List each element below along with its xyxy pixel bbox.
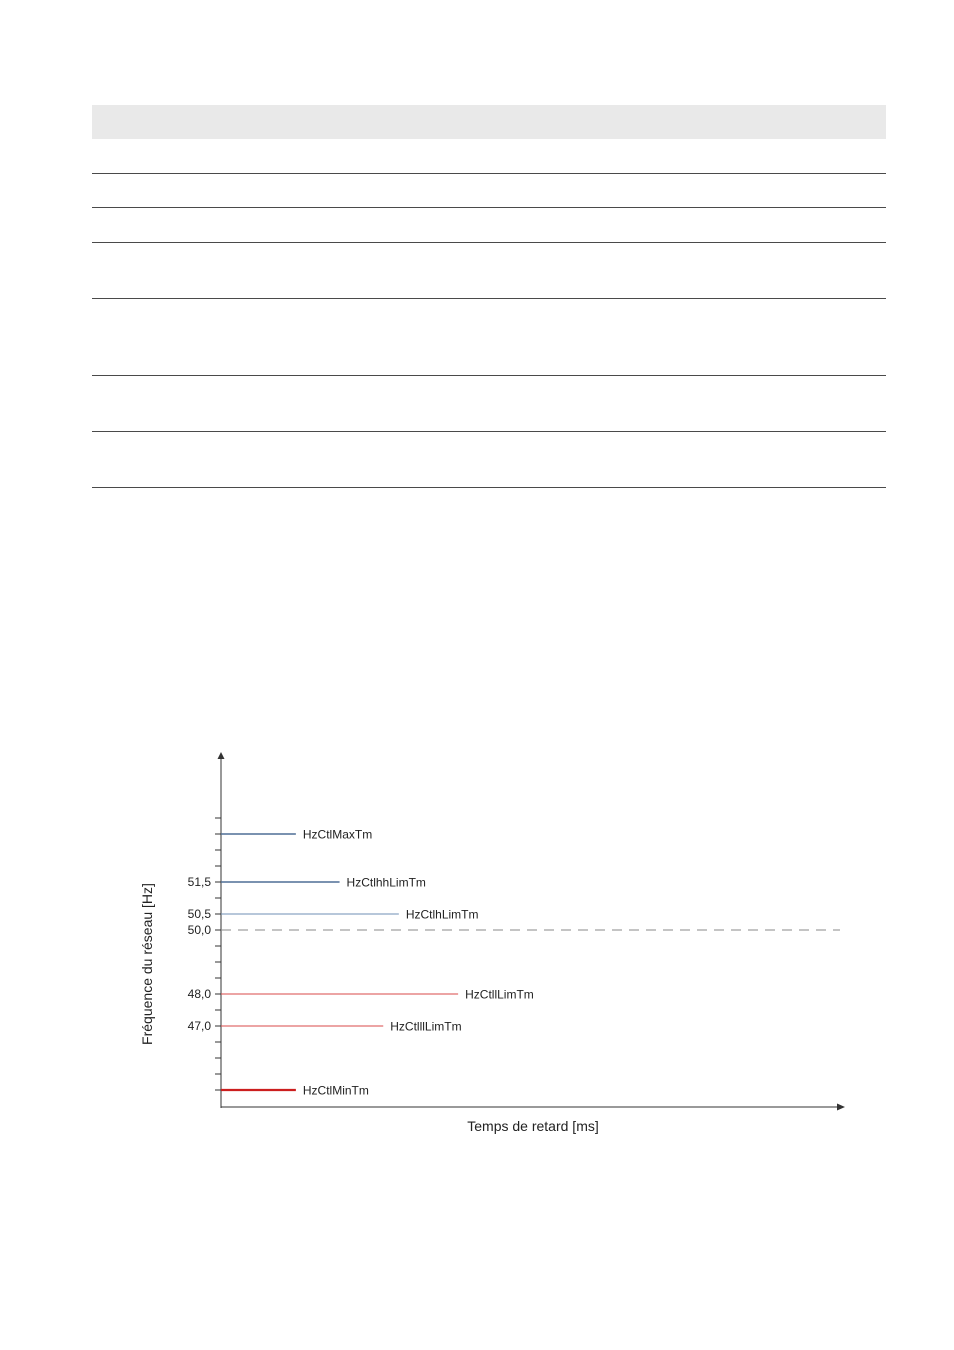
table-rule-1 bbox=[92, 173, 886, 174]
table-rule-5 bbox=[92, 375, 886, 376]
series-label: HzCtlMaxTm bbox=[302, 827, 373, 842]
series-label: HzCtllLimTm bbox=[465, 987, 534, 1002]
x-axis-arrow bbox=[837, 1104, 845, 1111]
y-tick-label: 51,5 bbox=[187, 875, 211, 889]
frequency-delay-chart bbox=[0, 740, 954, 1140]
y-tick-label: 50,0 bbox=[187, 923, 211, 937]
table-rule-3 bbox=[92, 242, 886, 243]
y-axis-arrow bbox=[218, 752, 225, 759]
table-rule-6 bbox=[92, 431, 886, 432]
x-axis-title: Temps de retard [ms] bbox=[467, 1118, 599, 1134]
y-tick-label: 50,5 bbox=[187, 907, 211, 921]
series-label: HzCtlllLimTm bbox=[390, 1019, 462, 1034]
y-tick-label: 47,0 bbox=[187, 1019, 211, 1033]
series-label: HzCtlMinTm bbox=[302, 1083, 369, 1098]
y-axis-title: Fréquence du réseau [Hz] bbox=[139, 883, 155, 1045]
table-rule-2 bbox=[92, 207, 886, 208]
y-axis-ticks bbox=[188, 818, 221, 1090]
series-label: HzCtlhhLimTm bbox=[346, 875, 426, 890]
series-group bbox=[221, 828, 534, 1098]
table-rule-4 bbox=[92, 298, 886, 299]
table-header-row bbox=[92, 105, 886, 139]
series-label: HzCtlhLimTm bbox=[405, 907, 479, 922]
chart-axes bbox=[218, 752, 846, 1111]
table-rule-7 bbox=[92, 487, 886, 488]
y-tick-label: 48,0 bbox=[187, 987, 211, 1001]
